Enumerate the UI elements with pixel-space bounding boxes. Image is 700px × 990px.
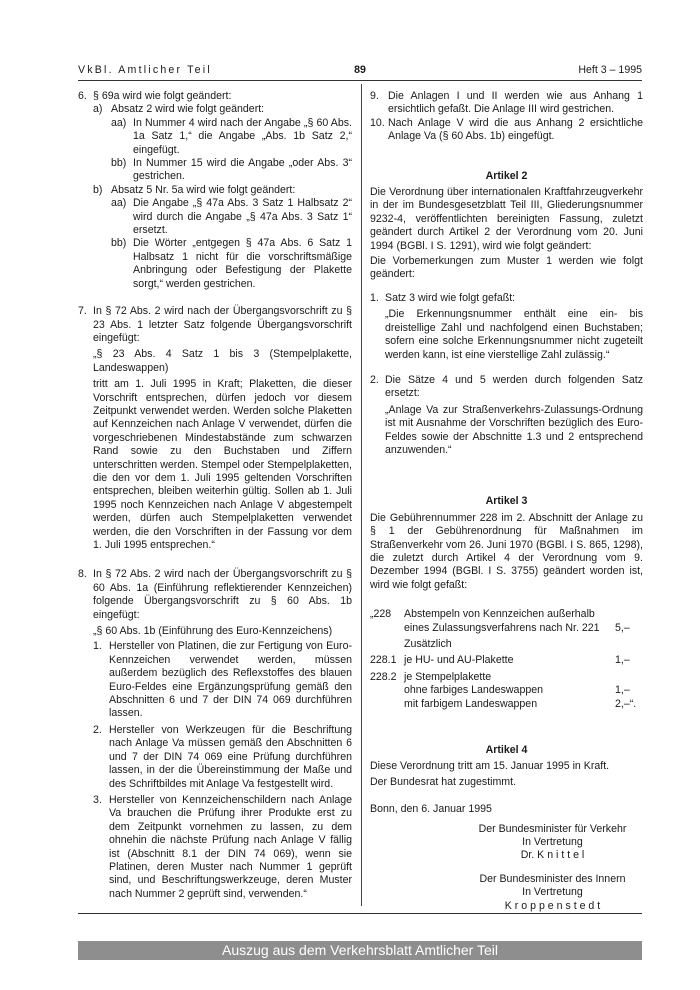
list-item-9 bbox=[370, 90, 643, 117]
signatory-title: Der Bundesminister des Innern bbox=[479, 872, 626, 885]
left-column bbox=[78, 90, 352, 901]
footer-rule bbox=[78, 913, 642, 914]
place-date: Bonn, den 6. Januar 1995 bbox=[370, 803, 492, 816]
point-text: Hersteller von Platinen, die zur Fertigung von Euro-Kennzeichen verwendet werden, müssen außerdem bezüglich des Reflexstoffes des blauen Euro-Feldes eine Ergänzungsprüfung gemäß den Abschnitten 6 und 7 der DIN 74 069 durchführen lassen. bbox=[109, 640, 352, 720]
signatory-role: In Vertretung bbox=[522, 886, 583, 899]
point-text: Hersteller von Kennzeichenschildern nach Anlage Va brauchen die Prüfung ihrer Produkte erst zu dem Zeitpunkt vornehmen zu lassen, zu dem ohnehin die nächste Prüfung nach Anlage V fällig ist (Abschnitt 8.1 der DIN 74 069), wenn sie Platinen, deren Muster nach Nummer 1 geprüft sind, und Beschriftungswerkzeuge, deren Muster nach Nummer 2 geprüft sind, verwenden.“ bbox=[109, 793, 352, 900]
fee-description: je Stempelplakette bbox=[404, 670, 492, 683]
fee-number bbox=[370, 638, 404, 654]
quote-body: „Anlage Va zur Straßenverkehrs-Zulassungs-Ordnung ist mit Ausnahme der Vorschriften bezüglich des Euro-Feldes sowie der Abschnitte 1.3 und 2 entsprechend anzuwenden.“ bbox=[385, 403, 643, 456]
point-number: 2. bbox=[93, 723, 102, 736]
list-item-7 bbox=[78, 305, 352, 552]
sub-item-number: b) bbox=[93, 183, 103, 196]
article-3-heading: Artikel 3 bbox=[485, 495, 528, 508]
list-item bbox=[370, 292, 643, 362]
article-4-paragraph: Der Bundesrat hat zugestimmt. bbox=[370, 775, 517, 788]
fee-description: Zusätzlich bbox=[404, 638, 452, 650]
item-number: 9. bbox=[370, 90, 379, 102]
sub-item-text: Absatz 5 Nr. 5a wird wie folgt geändert: bbox=[111, 183, 296, 196]
list-item bbox=[370, 374, 643, 457]
sub-item-b bbox=[93, 184, 352, 291]
sub-sub-item-text: Die Angabe „§ 47a Abs. 3 Satz 1 Halbsatz 2“ wird durch die Angabe „§ 47a Abs. 3 Satz 1“ ersetzt. bbox=[133, 197, 352, 237]
point-text: Hersteller von Werkzeugen für die Beschriftung nach Anlage Va müssen gemäß den Abschnitten 6 und 7 der DIN 74 069 eine Prüfung durchführen lassen, in der die Übereinstimmung der Maße und des Schriftbildes mit Anlage Va festgestellt wird. bbox=[109, 723, 352, 790]
fee-description: je HU- und AU-Plakette bbox=[404, 654, 514, 667]
item-text: § 69a wird wie folgt geändert: bbox=[93, 90, 232, 102]
item-text: Nach Anlage V wird die aus Anhang 2 ersichtliche Anlage Va (§ 60 Abs. 1b) eingefügt. bbox=[388, 116, 643, 143]
fee-number bbox=[370, 698, 404, 714]
sub-sub-item-aa bbox=[111, 117, 352, 157]
item-number: 1. bbox=[370, 291, 379, 304]
article-2-paragraph: Die Vorbemerkungen zum Muster 1 werden wie folgt geändert: bbox=[370, 255, 643, 281]
signatory-role: In Vertretung bbox=[522, 836, 583, 849]
list-item-10 bbox=[370, 117, 643, 144]
fee-description: Abstempeln von Kennzeichen außerhalb eines Zulassungsverfahrens nach Nr. 221 bbox=[404, 608, 600, 634]
fee-amount bbox=[615, 671, 643, 684]
header-rule bbox=[78, 80, 642, 81]
item-number: 8. bbox=[78, 568, 87, 581]
point-number: 3. bbox=[93, 793, 102, 806]
sub-item-text: Absatz 2 wird wie folgt geändert: bbox=[111, 103, 265, 116]
fee-amount: 5,– bbox=[615, 621, 630, 634]
list-item-6 bbox=[78, 90, 352, 291]
sub-sub-item-number: bb) bbox=[111, 157, 127, 170]
table-row bbox=[370, 698, 643, 714]
item-text: Satz 3 wird wie folgt gefaßt: bbox=[385, 291, 516, 304]
sub-sub-item-aa bbox=[111, 197, 352, 237]
list-item bbox=[93, 724, 352, 791]
sub-item-number: a) bbox=[93, 103, 103, 116]
signature-block-1 bbox=[462, 823, 643, 863]
item-number: 6. bbox=[78, 90, 87, 102]
article-2-paragraph: Die Verordnung über internationalen Kraftfahrzeugverkehr in der im Bundesgesetzblatt Teil III, Gliederungsnummer 9232-4, veröffentlichten bereinigten Fassung, zuletzt geändert durch Artikel 2 der Verordnung vom 20. Juni 1994 (BGBl. I S. 1291), wird wie folgt geändert: bbox=[370, 186, 643, 252]
table-row bbox=[370, 608, 643, 638]
sub-sub-item-text: Die Wörter „entgegen § 47a Abs. 6 Satz 1 Halbsatz 1 nicht für die vorschriftsmäßige Anbringung oder Befestigung der Plakette sorgt,“ werden gestrichen. bbox=[133, 237, 352, 290]
sub-sub-item-text: In Nummer 15 wird die Angabe „oder Abs. 3“ gestrichen. bbox=[133, 157, 352, 183]
point-number: 1. bbox=[93, 640, 102, 653]
sub-sub-item-bb bbox=[111, 157, 352, 184]
footer-banner: Auszug aus dem Verkehrsblatt Amtlicher Teil bbox=[78, 941, 642, 960]
page-header bbox=[78, 64, 642, 78]
item-text: Die Anlagen I und II werden wie aus Anhang 1 ersichtlich gefaßt. Die Anlage III wird gestrichen. bbox=[388, 90, 643, 116]
fee-amount bbox=[615, 638, 643, 654]
table-row bbox=[370, 671, 643, 684]
fee-description: ohne farbiges Landeswappen bbox=[404, 684, 544, 697]
table-row bbox=[370, 684, 643, 697]
fee-amount: 1,– bbox=[615, 654, 630, 667]
fee-number: 228.2 bbox=[370, 670, 397, 683]
quote-title: „§ 60 Abs. 1b (Einführung des Euro-Kennzeichens) bbox=[93, 625, 333, 638]
sub-sub-item-number: aa) bbox=[111, 116, 127, 129]
item-number: 2. bbox=[370, 373, 379, 386]
item-number: 10. bbox=[370, 116, 385, 129]
header-page-number: 89 bbox=[354, 64, 366, 76]
right-column bbox=[370, 90, 643, 913]
fee-amount: 1,– bbox=[615, 684, 630, 697]
table-row bbox=[370, 638, 643, 654]
item-text: In § 72 Abs. 2 wird nach der Übergangsvorschrift zu § 60 Abs. 1a (Einführung reflektierender Kennzeichen) folgende Übergangsvorschrift zu § 60 Abs. 1b eingefügt: bbox=[93, 568, 352, 621]
header-issue: Heft 3 – 1995 bbox=[578, 64, 642, 76]
sub-sub-item-number: aa) bbox=[111, 197, 127, 210]
signatory-title: Der Bundesminister für Verkehr bbox=[478, 822, 627, 835]
quote-body: tritt am 1. Juli 1995 in Kraft; Plaketten, die dieser Vorschrift entsprechen, dürfen jedoch vor diesem Zeitpunkt verwendet werden. Werden solche Plaketten auf Kennzeichen nach Anlage V verwendet, dürfen die vorgeschriebenen Mindestabstände zum schwarzen Rand sowie zu den Buchstaben und Ziffern unterschritten werden. Stempel oder Stempelplaketten, die den vor dem 1. Juli 1995 geltenden Vorschriften entsprechen, bleiben weiterhin gültig. Sollen ab 1. Juli 1995 noch Kennzeichen nach Anlage V abgestempelt werden, dürfen auch Stempelplaketten verwendet werden, die den Vorschriften in der Fassung vor dem 1. Juli 1995 entsprechen.“ bbox=[93, 378, 352, 551]
sub-item-a bbox=[93, 103, 352, 183]
list-item-8 bbox=[78, 568, 352, 901]
article-4-paragraph: Diese Verordnung tritt am 15. Januar 1995 in Kraft. bbox=[370, 760, 610, 773]
sub-sub-item-text: In Nummer 4 wird nach der Angabe „§ 60 Abs. 1a Satz 1,“ die Angabe „Abs. 1b Satz 2,“ eingefügt. bbox=[133, 116, 352, 156]
fee-number: 228.1 bbox=[370, 654, 397, 667]
fee-number bbox=[370, 684, 404, 697]
quote-title: „§ 23 Abs. 4 Satz 1 bis 3 (Stempelplakette, Landeswappen) bbox=[93, 348, 352, 374]
sub-sub-item-number: bb) bbox=[111, 237, 127, 250]
item-number: 7. bbox=[78, 305, 87, 318]
fee-number: „228 bbox=[370, 608, 392, 621]
item-text: Die Sätze 4 und 5 werden durch folgenden Satz ersetzt: bbox=[385, 373, 643, 400]
article-2-heading: Artikel 2 bbox=[485, 169, 528, 182]
column-divider bbox=[361, 84, 362, 906]
article-4-heading: Artikel 4 bbox=[485, 744, 528, 757]
fee-amount: 2,–“. bbox=[615, 697, 637, 710]
list-item bbox=[93, 640, 352, 720]
item-text: In § 72 Abs. 2 wird nach der Übergangsvorschrift zu § 23 Abs. 1 letzter Satz folgende Übergangsvorschrift eingefügt: bbox=[93, 305, 352, 344]
signature-block-2 bbox=[462, 873, 643, 913]
sub-sub-item-bb bbox=[111, 237, 352, 291]
article-3-paragraph: Die Gebührennummer 228 im 2. Abschnitt der Anlage zu § 1 der Gebührenordnung für Maßnahmen im Straßenverkehr vom 26. Juni 1970 (BGBl. I S. 865, 1298), die zuletzt durch Artikel 4 der Verordnung vom 9. Dezember 1994 (BGBl. I S. 3755) geändert worden ist, wird wie folgt gefaßt: bbox=[370, 511, 643, 591]
list-item bbox=[93, 794, 352, 901]
fee-table bbox=[370, 608, 643, 714]
signatory-name: Dr. K n i t t e l bbox=[520, 849, 585, 862]
quote-body: „Die Erkennungsnummer enthält eine ein- bis dreistellige Zahl und nachfolgend einen Buchstaben; sofern eine solche Erkennungsnummer nicht zugeteilt werden kann, ist eine vierstellige Zahl zulässig.“ bbox=[385, 308, 643, 361]
fee-description: mit farbigem Landeswappen bbox=[404, 697, 538, 710]
signatory-name: K r o p p e n s t e d t bbox=[504, 899, 601, 912]
table-row bbox=[370, 654, 643, 670]
header-journal-title: VkBl. Amtlicher Teil bbox=[78, 64, 212, 76]
